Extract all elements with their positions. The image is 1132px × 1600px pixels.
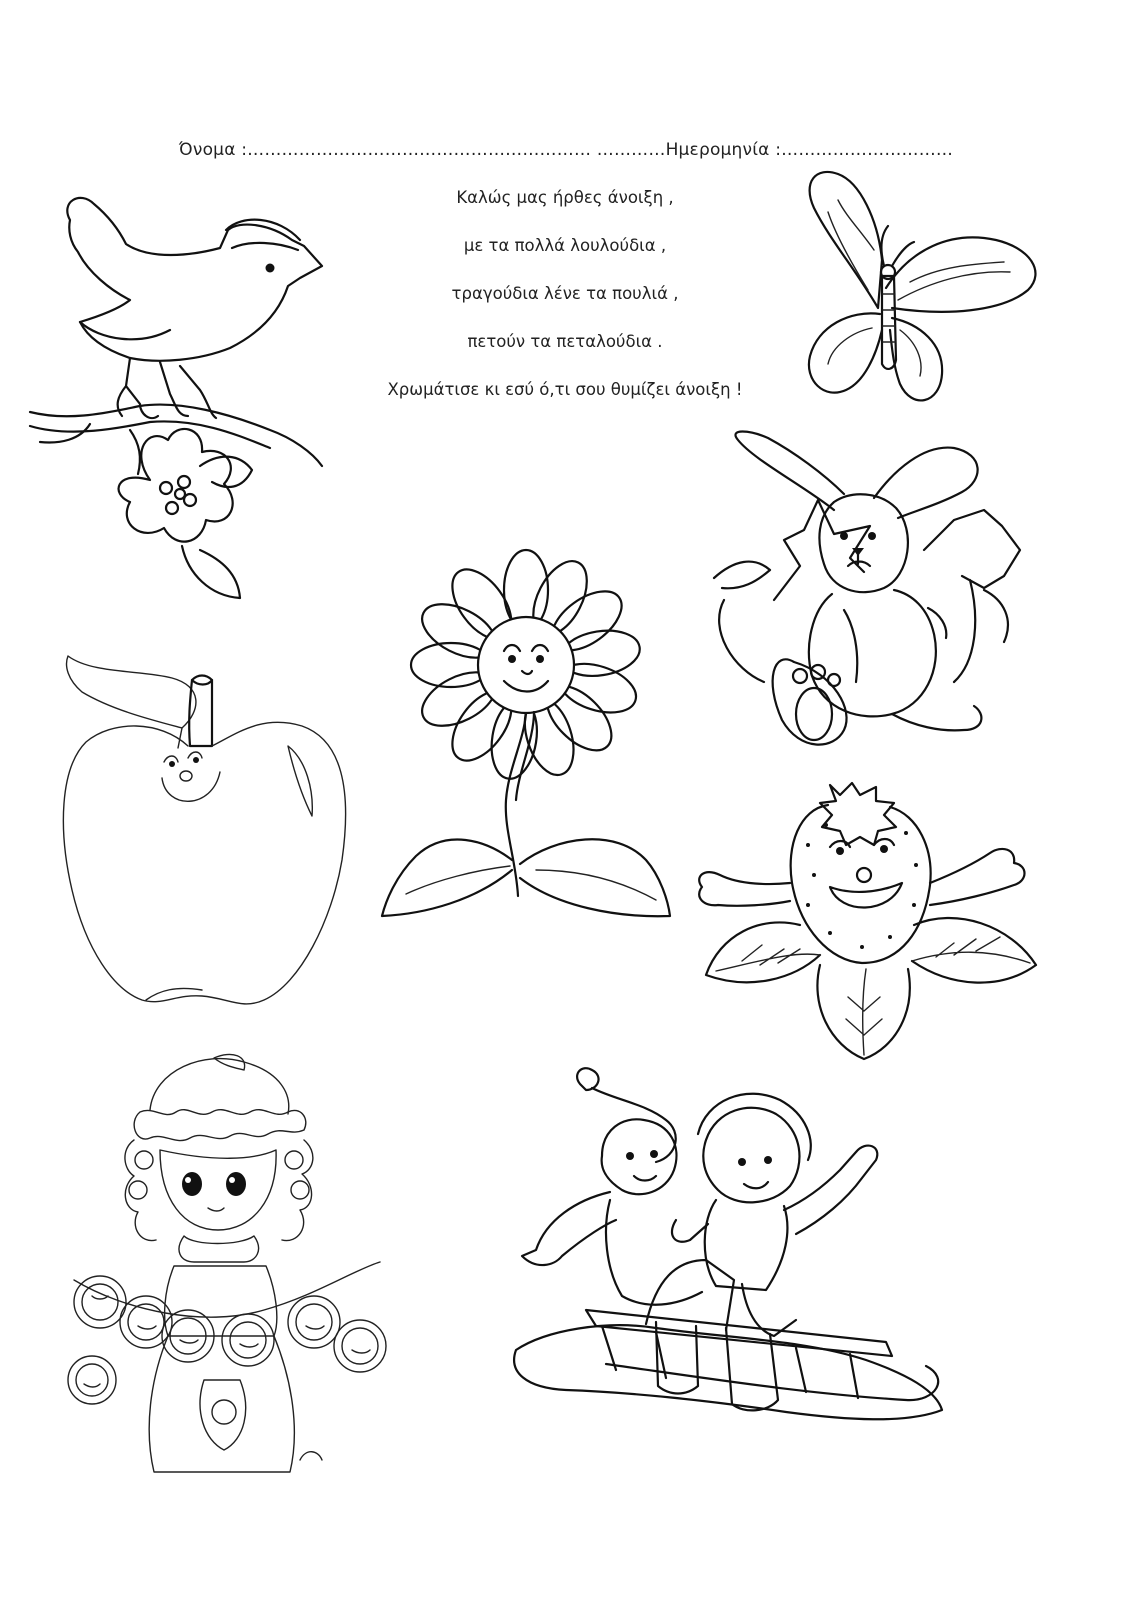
name-blank[interactable]: …………………………………………………… [247,140,592,160]
poem-line: με τα πολλά λουλούδια , [463,236,667,255]
apple-icon[interactable] [52,650,352,1020]
bunny-icon[interactable] [684,430,1034,760]
girl-icon[interactable] [64,1040,404,1480]
date-label: Ημερομηνία : [665,140,782,160]
daisy-icon[interactable] [376,560,696,930]
poem-instruction: Χρωμάτισε κι εσύ ό,τι σου θυμίζει άνοιξη ! [387,380,743,399]
sled-kids-icon[interactable] [506,1060,956,1480]
poem [330,186,800,426]
date-blank[interactable]: ………………………… [781,140,954,160]
worksheet-header [0,140,1132,160]
bird-icon[interactable] [30,190,330,610]
poem-line: τραγούδια λένε τα πουλιά , [451,284,679,303]
name-label: Όνομα : [178,140,248,160]
date-lead-dots: ………… [596,140,666,160]
butterfly-icon[interactable] [790,160,1050,420]
strawberry-icon[interactable] [690,765,1060,1065]
poem-line: πετούν τα πεταλούδια . [467,332,663,351]
poem-line: Καλώς μας ήρθες άνοιξη , [456,188,674,207]
